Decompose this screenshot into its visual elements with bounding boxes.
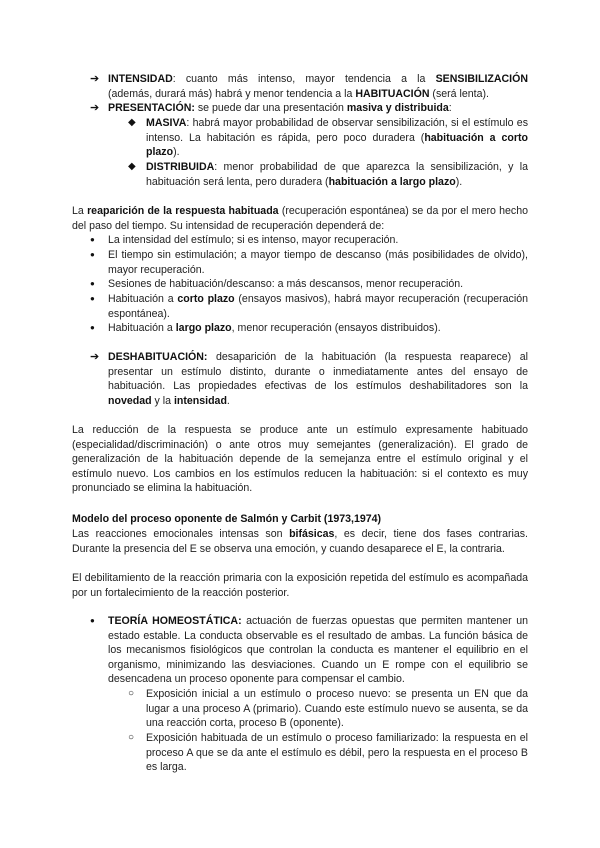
teoria-paragraph: TEORÍA HOMEOSTÁTICA: actuación de fuerzas opuestas que permiten mantener un estado estable. La conducta observable es el resultado de ambas. La función básica de los mecanismos fisiológicos que controlan la conducta es mantener el equilibrio en el organismo, minimizando las desviaciones. Cuando un E rompe con el equilibrio se desencadena un proceso oponente para compensar el cambio. [108, 615, 528, 686]
masiva-label: MASIVA [146, 117, 187, 129]
bullet-icon: ● [90, 279, 95, 288]
circle-bullet-icon: ○ [128, 688, 135, 699]
bullet-icon: ● [90, 616, 95, 625]
arrow-icon: ➔ [90, 73, 100, 85]
intensidad-label: INTENSIDAD [108, 73, 173, 85]
diamond-bullet-icon: ◆ [128, 117, 136, 128]
sub-list-item: Exposición inicial a un estímulo o proceso nuevo: se presenta un EN que da lugar a una proceso A (primario). Cuando este estímulo nuevo se ausenta, se da una reacción corta, proceso B (oponente). [146, 688, 528, 730]
bullet-icon: ● [90, 294, 95, 303]
teoria-label: TEORÍA HOMEOSTÁTICA: [108, 615, 242, 627]
list-item: Habituación a largo plazo, menor recuperación (ensayos distribuidos). [108, 322, 441, 334]
list-item: Sesiones de habituación/descanso: a más descansos, menor recuperación. [108, 278, 464, 290]
list-item: El tiempo sin estimulación; a mayor tiempo de descanso (más posibilidades de olvido), mayor recuperación. [108, 249, 528, 276]
sub-list-item: Exposición habituada de un estímulo o proceso familiarizado: la respuesta en el proceso A que se da ante el estímulo es débil, pero la respuesta en el proceso B es larga. [146, 732, 528, 774]
list-item: La intensidad del estímulo; si es intenso, mayor recuperación. [108, 234, 399, 246]
diamond-bullet-icon: ◆ [128, 161, 136, 172]
arrow-icon: ➔ [90, 102, 100, 114]
deshabituacion-label: DESHABITUACIÓN: [108, 351, 208, 363]
intensidad-paragraph: INTENSIDAD: cuanto más intenso, mayor tendencia a la SENSIBILIZACIÓN (además, durará más) habrá y menor tendencia a la HABITUACIÓN (será lenta). [108, 73, 528, 100]
debilitamiento-paragraph: El debilitamiento de la reacción primaria con la exposición repetida del estímulo es acompañada por un fortalecimiento de la reacción posterior. [72, 572, 528, 599]
deshabituacion-paragraph: DESHABITUACIÓN: desaparición de la habituación (la respuesta reaparece) al presentar un estímulo distinto, durante o inmediatamente antes del ensayo de habituación. Las propiedades efectivas de los estímulos deshabilitadores son la novedad y la intensidad. [108, 351, 528, 407]
masiva-paragraph: MASIVA: habrá mayor probabilidad de observar sensibilización, si el estímulo es intenso. La habitación es rápida, pero poco duradera (habituación a corto plazo). [146, 117, 528, 159]
bullet-icon: ● [90, 235, 95, 244]
bullet-icon: ● [90, 323, 95, 332]
distribuida-paragraph: DISTRIBUIDA: menor probabilidad de que aparezca la sensibilización, y la habituación será lenta, pero duradera (habituación a largo plazo). [146, 161, 528, 188]
reaparicion-paragraph: La reaparición de la respuesta habituada (recuperación espontánea) se da por el mero hecho del paso del tiempo. Su intensidad de recuperación dependerá de: [72, 205, 529, 232]
section-heading: Modelo del proceso oponente de Salmón y Carbit (1973,1974) [72, 513, 382, 525]
circle-bullet-icon: ○ [128, 732, 135, 743]
presentacion-paragraph: PRESENTACIÓN: se puede dar una presentación masiva y distribuida: [108, 102, 452, 114]
distribuida-label: DISTRIBUIDA [146, 161, 215, 173]
reduccion-paragraph: La reducción de la respuesta se produce ante un estímulo expresamente habituado (especialidad/discriminación) o ante otros muy semejantes (generalización). El grado de generalización de la habituación depende de la semejanza entre el estímulo original y el estímulo nuevo. Los cambios en los estímulos reducen la habituación: si el contexto es muy pronunciado se elimina la habituación. [72, 424, 528, 495]
arrow-icon: ➔ [90, 351, 100, 363]
bullet-icon: ● [90, 250, 95, 259]
presentacion-label: PRESENTACIÓN: [108, 102, 195, 114]
modelo-paragraph: Las reacciones emocionales intensas son bifásicas, es decir, tiene dos fases contrarias. Durante la presencia del E se observa una emoción, y cuando desaparece el E, la contraria. [72, 528, 528, 555]
list-item: Habituación a corto plazo (ensayos masivos), habrá mayor recuperación (recuperación espontánea). [108, 293, 528, 320]
